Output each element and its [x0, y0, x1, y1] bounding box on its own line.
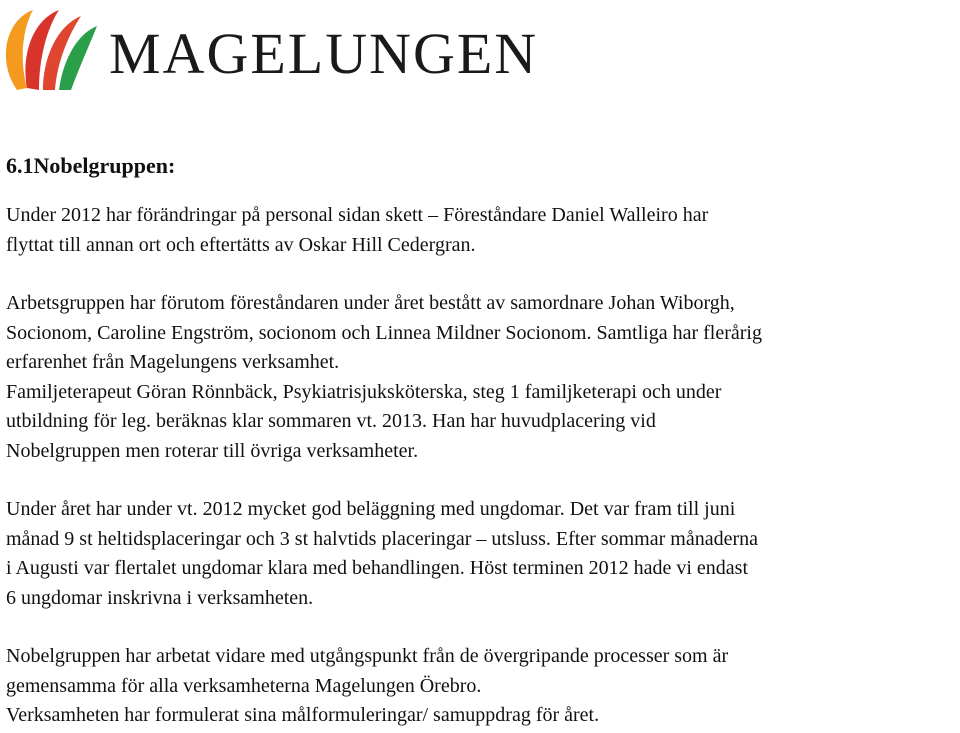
text-line: i Augusti var flertalet ungdomar klara med behandlingen. Höst terminen 2012 hade vi endast	[6, 557, 749, 579]
text-line: Familjeterapeut Göran Rönnbäck, Psykiatrisjuksköterska, steg 1 familjketerapi och under	[6, 380, 722, 403]
document-body	[6, 148, 960, 731]
paragraph-1	[6, 201, 960, 260]
text-line: Verksamheten har formulerat sina målformuleringar/ samuppdrag för året.	[6, 704, 600, 726]
paragraph-4	[6, 642, 960, 731]
text-line: Socionom, Caroline Engström, socionom och Linnea Mildner Socionom. Samtliga har flerårig	[6, 321, 762, 344]
section-heading: 6.1Nobelgruppen:	[6, 153, 176, 178]
text-line: Under året har under vt. 2012 mycket god beläggning med ungdomar. Det var fram till juni	[6, 498, 736, 520]
magelungen-logo-icon	[3, 2, 99, 98]
text-line: flyttat till annan ort och eftertätts av Oskar Hill Cedergran.	[6, 233, 476, 256]
text-line: Nobelgruppen har arbetat vidare med utgångspunkt från de övergripande processer som är	[6, 645, 729, 667]
logo-wordmark: MAGELUNGEN	[109, 21, 539, 86]
text-line: utbildning för leg. beräknas klar sommaren vt. 2013. Han har huvudplacering vid	[6, 410, 656, 432]
text-line: Arbetsgruppen har förutom föreståndaren under året bestått av samordnare Johan Wiborgh,	[6, 292, 735, 314]
text-line: erfarenhet från Magelungens verksamhet.	[6, 351, 340, 373]
text-line: månad 9 st heltidsplaceringar och 3 st halvtids placeringar – utsluss. Efter sommar månaderna	[6, 527, 759, 550]
paragraph-2	[6, 289, 960, 466]
text-line: Under 2012 har förändringar på personal sidan skett – Föreståndare Daniel Walleiro har	[6, 204, 709, 226]
header	[3, 2, 539, 98]
text-line: gemensamma för alla verksamheterna Magelungen Örebro.	[6, 674, 482, 697]
text-line: 6 ungdomar inskrivna i verksamheten.	[6, 586, 314, 609]
paragraph-3	[6, 495, 960, 613]
text-line: Nobelgruppen men roterar till övriga verksamheter.	[6, 439, 419, 462]
